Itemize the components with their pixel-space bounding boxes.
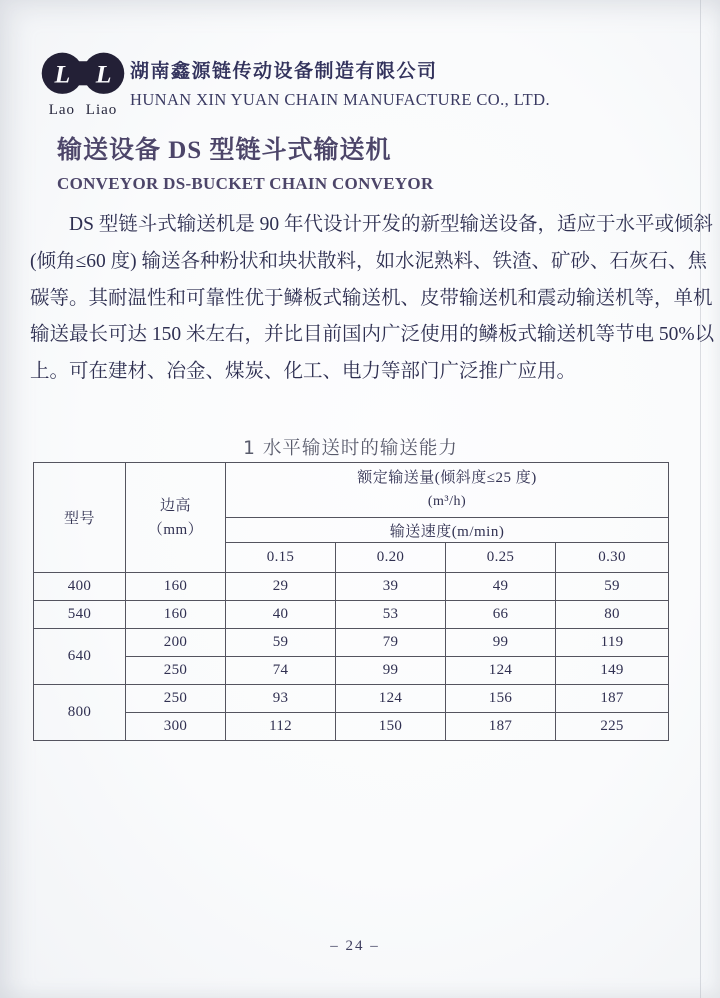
th-side-height <box>126 463 226 573</box>
paragraph-line: DS 型链斗式输送机是 90 年代设计开发的新型输送设备，适应于水平或倾斜 <box>69 214 714 235</box>
th-model: 型号 <box>34 463 126 573</box>
th-side-height-label: 边高 <box>159 497 191 514</box>
table-cell: 93 <box>226 685 336 713</box>
th-rated-capacity <box>226 463 669 518</box>
table-cell: 53 <box>336 601 446 629</box>
th-speed-030: 0.30 <box>556 543 669 573</box>
table-cell: 540 <box>34 601 126 629</box>
paragraph-line: 输送最长可达 150 米左右，并比目前国内广泛使用的鳞板式输送机等节电 50%以 <box>30 324 715 346</box>
table-cell: 112 <box>226 713 336 741</box>
table-cell: 640 <box>34 629 126 685</box>
th-side-height-unit: （mm） <box>147 521 204 538</box>
table-row <box>34 573 669 601</box>
intro-paragraph <box>30 207 715 391</box>
company-names <box>130 56 550 110</box>
table-cell: 79 <box>336 629 446 657</box>
table-cell: 800 <box>34 685 126 741</box>
table-cell: 250 <box>126 657 226 685</box>
table-cell: 40 <box>226 601 336 629</box>
table-cell: 150 <box>336 713 446 741</box>
chain-link-logo-icon <box>40 50 126 100</box>
scan-edge-line <box>700 0 701 998</box>
table-cell: 160 <box>126 601 226 629</box>
paragraph-line: 碳等。其耐温性和可靠性优于鳞板式输送机、皮带输送机和震动输送机等，单机 <box>30 287 713 309</box>
th-speed-020: 0.20 <box>336 543 446 573</box>
logo-caption: Lao Liao <box>48 102 118 118</box>
table-cell: 99 <box>446 629 556 657</box>
table-cell: 49 <box>446 573 556 601</box>
th-rated-capacity-unit: (m³/h) <box>427 494 467 509</box>
table-cell: 59 <box>226 629 336 657</box>
table-cell: 200 <box>126 629 226 657</box>
table-caption: 1 水平输送时的输送能力 <box>243 438 458 459</box>
th-speed-025: 0.25 <box>446 543 556 573</box>
table-cell: 119 <box>556 629 669 657</box>
table-cell: 300 <box>126 713 226 741</box>
table-cell: 99 <box>336 657 446 685</box>
table-cell: 250 <box>126 685 226 713</box>
capacity-table <box>33 462 669 741</box>
table-cell: 160 <box>126 573 226 601</box>
doc-title-cn: 输送设备 DS 型链斗式输送机 <box>57 137 392 164</box>
page-number: – 24 – <box>330 938 380 954</box>
table-cell: 187 <box>446 713 556 741</box>
table-cell: 156 <box>446 685 556 713</box>
svg-text:L: L <box>54 59 71 89</box>
th-rated-capacity-title: 额定输送量(倾斜度≤25 度) <box>357 470 537 486</box>
table-cell: 124 <box>446 657 556 685</box>
table-cell: 74 <box>226 657 336 685</box>
table-cell: 124 <box>336 685 446 713</box>
paragraph-line: (倾角≤60 度) 输送各种粉状和块状散料，如水泥熟料、铁渣、矿砂、石灰石、焦 <box>30 250 707 272</box>
table-cell: 39 <box>336 573 446 601</box>
table-cell: 66 <box>446 601 556 629</box>
table-row <box>34 713 669 741</box>
table-row <box>34 601 669 629</box>
company-name-en: HUNAN XIN YUAN CHAIN MANUFACTURE CO., LTD. <box>130 90 550 109</box>
table-row <box>34 657 669 685</box>
table-cell: 149 <box>556 657 669 685</box>
table-cell: 80 <box>556 601 669 629</box>
company-logo <box>40 50 126 119</box>
table-row <box>34 629 669 657</box>
table-cell: 59 <box>556 573 669 601</box>
svg-text:L: L <box>95 59 112 89</box>
table-row <box>34 685 669 713</box>
company-name-cn: 湖南鑫源链传动设备制造有限公司 <box>130 61 438 82</box>
table-cell: 187 <box>556 685 669 713</box>
table-cell: 400 <box>34 573 126 601</box>
table-cell: 225 <box>556 713 669 741</box>
th-speed-015: 0.15 <box>226 543 336 573</box>
document-title-block <box>57 130 434 194</box>
doc-title-en: CONVEYOR DS-BUCKET CHAIN CONVEYOR <box>57 174 434 193</box>
th-conveying-speed: 输送速度(m/min) <box>226 518 669 543</box>
paragraph-line: 上。可在建材、冶金、煤炭、化工、电力等部门广泛推广应用。 <box>30 361 577 383</box>
table-cell: 29 <box>226 573 336 601</box>
